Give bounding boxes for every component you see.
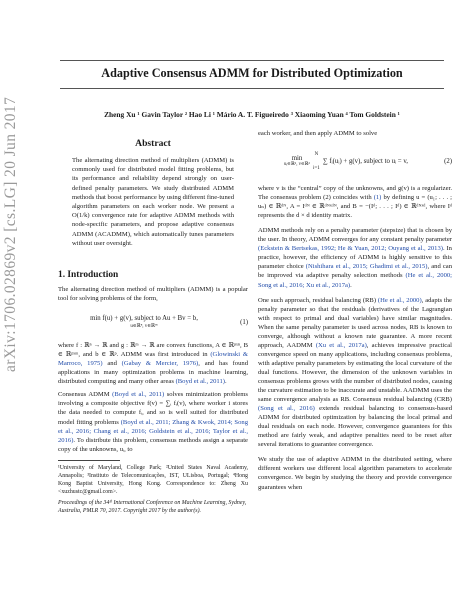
intro-p3-b: . To distribute this problem, consensus methods assign a separate copy of the unknowns, uᵢ, to xyxy=(58,436,248,453)
equation-1-number: (1) xyxy=(240,318,248,326)
right-paragraph-3 xyxy=(258,296,452,450)
citation-link[interactable]: (Eckstein & Bertsekas, 1992; He & Yuan, 2012; Ouyang et al., 2013) xyxy=(258,245,443,253)
equation-2-text: ∑ fᵢ(uᵢ) + g(v), subject to uᵢ = v, xyxy=(322,157,408,165)
equation-2-sum-limits xyxy=(313,152,320,171)
citation-link[interactable]: (Gabay & Mercier, 1976) xyxy=(121,360,199,368)
equation-1 xyxy=(58,309,248,335)
abstract-heading: Abstract xyxy=(135,138,171,149)
right-p3-d: extends residual balancing to consensus-based ADMM for distributed optimization by balancing the local primal and dual residuals on each node. However, convergence guarantees for this method are fairly weak, and adaptive penalties need to be reset after several iterations to guarantee convergence. xyxy=(258,405,452,449)
arxiv-stamp: arXiv:1706.02869v2 [cs.LG] 20 Jun 2017 xyxy=(2,96,19,372)
right-p2-a: ADMM methods rely on a penalty parameter (stepsize) that is chosen by the user. In theory, ADMM converges for any constant penalty parameter xyxy=(258,227,452,244)
equation-2-sum-bottom: i=1 xyxy=(313,165,320,171)
intro-p3-lead: Consensus ADMM xyxy=(58,391,113,399)
equation-2-expression xyxy=(258,152,434,171)
right-column xyxy=(258,129,452,496)
right-p3-c: , achieves impressive practical convergence speed on many applications, including consensus problems, with adaptive penalty parameters by estimating the local curvature of the dual functions. However, the dimension of the unknown variables in consensus problems grows with the number of distributed nodes, causing the curvature estimation to be inaccurate and unstable. AADMM uses the same convergence analysis as RB. Consensus residual balancing (CRB) xyxy=(258,341,452,404)
citation-link[interactable]: (Boyd et al., 2011; Zhang & Kwok, 2014; Song et al., 2016; Chang et al., 2016; Goldstein et al., 2016; Taylor et al., 2016) xyxy=(58,418,248,444)
equation-2 xyxy=(258,144,452,178)
right-paragraph-1 xyxy=(258,184,452,220)
right-p2-b: . In practice, however, the efficiency of ADMM is highly sensitive to this parameter choice xyxy=(258,245,452,271)
citation-link[interactable]: (Xu et al., 2017a) xyxy=(315,341,367,349)
equation-1-subscript: u∈ℝⁿ, v∈ℝᵐ xyxy=(130,324,158,330)
section-heading-introduction: 1. Introduction xyxy=(58,270,119,281)
title-rule-top xyxy=(60,60,444,61)
intro-p2-tail: , and has found applications in many optimization problems in machine learning, distributed computing and many other areas xyxy=(58,360,248,386)
right-p3-a: One such approach, residual balancing (RB) xyxy=(258,296,378,304)
author-list: Zheng Xu ¹ Gavin Taylor ² Hao Li ¹ Mário A. T. Figueiredo ³ Xiaoming Yuan ⁴ Tom Goldstein ¹ xyxy=(104,110,400,119)
right-paragraph-4: We study the use of adaptive ADMM in the distributed setting, where different workers use different local algorithm parameters to accelerate convergence. We begin by studying the theory and provide convergence guarantees when xyxy=(258,456,452,491)
right-paragraph-2 xyxy=(258,226,452,289)
right-p2-d: . xyxy=(350,281,352,289)
right-paragraph-0: each worker, and then apply ADMM to solve xyxy=(258,130,378,137)
intro-paragraph-1: The alternating direction method of multipliers (ADMM) is a popular tool for solving problems of the form, xyxy=(58,286,248,303)
abstract-body: The alternating direction method of multipliers (ADMM) is commonly used for distributed model fitting problems, but its performance and reliability depend strongly on user-defined penalty parameters. We study distributed ADMM methods that boost performance by using different fine-tuned algorithm parameters on each worker node. We present a O(1/k) convergence rate for adaptive ADMM methods with node-specific parameters, and propose adaptive consensus ADMM (ACADMM), which automatically tunes parameters without user oversight. xyxy=(72,157,234,247)
citation-link[interactable]: (Nishihara et al., 2015; Ghadimi et al., 2015) xyxy=(305,263,428,271)
citation-link[interactable]: (Boyd et al., 2011) xyxy=(112,391,165,399)
paper-title: Adaptive Consensus ADMM for Distributed Optimization xyxy=(101,66,403,80)
proceedings-note: Proceedings of the 34ᵗʰ International Conference on Machine Learning, Sydney, Australia, PMLR 70, 2017. Copyright 2017 by the author(s). xyxy=(58,500,247,515)
right-p3-b: , adapts the penalty parameter so that the residuals (derivatives of the Lagrangian with respect to primal and dual variables) have similar magnitudes. When the same penalty parameter is used across nodes, RB is known to converge, although without a known rate guarantee. A more recent approach, AADMM xyxy=(258,296,452,349)
equation-2-sum-top: N xyxy=(314,151,319,157)
intro-paragraph-3 xyxy=(58,390,248,453)
equation-2-min-text: min xyxy=(291,155,303,163)
intro-p2-text: where f : ℝⁿ → ℝ and g : ℝᵐ → ℝ are convex functions, A ∈ ℝᵖˣⁿ, B ∈ ℝᵖˣᵐ, and b ∈ ℝᵖ. ADMM was first introduced in xyxy=(58,342,248,359)
left-column xyxy=(58,138,248,515)
equation-reference-link[interactable]: (1) xyxy=(373,194,382,202)
citation-link[interactable]: (Boyd et al., 2011) xyxy=(175,378,225,386)
title-rule-bottom xyxy=(60,88,444,89)
right-p2-c: , and can be improved via adaptive penalty selection methods xyxy=(258,263,452,280)
equation-2-min xyxy=(284,155,310,167)
equation-1-text: min f(u) + g(v), subject to Au + Bv = b, xyxy=(90,315,198,323)
citation-link[interactable]: (He et al., 2000; Song et al., 2016; Xu et al., 2017a) xyxy=(258,272,452,289)
intro-p2-mid: and xyxy=(102,360,122,368)
citation-link[interactable]: (Glowinski & Marroco, 1975) xyxy=(58,351,248,368)
citation-link[interactable]: (He et al., 2000) xyxy=(377,296,422,304)
footnote-rule xyxy=(58,460,120,461)
equation-2-min-subscript: uᵢ∈ℝᵈ, v∈ℝᵈ xyxy=(283,162,311,168)
citation-link[interactable]: (Song et al., 2016) xyxy=(258,405,315,413)
right-p1-a: where v is the “central” copy of the unknowns, and g(v) is a regularizer. The consensus problem (2) coincides with xyxy=(258,185,452,202)
intro-p3-a: solves minimization problems involving a composite objective f(v) = ∑ᵢ fᵢ(v), where worker i stores the data needed to compute fᵢ, and so is well suited for distributed model fitting problems xyxy=(58,391,248,426)
equation-1-expression xyxy=(58,315,230,329)
equation-2-number: (2) xyxy=(444,157,452,165)
right-p1-b: by defining u = (u₁; . . . ; uₙ) ∈ ℝᵈᴺ, A = Iᵈᴺ ∈ ℝᵈᴺˣᵈᴺ, and B = −(Iᵈ; . . . ; Iᵈ) ∈ ℝᵈᴺˣᵈ, where Iᵈ represents the d × d identity matrix. xyxy=(258,194,452,220)
intro-p2-end: . xyxy=(224,378,227,386)
intro-paragraph-2 xyxy=(58,341,248,386)
affiliation-footnote: ¹University of Maryland, College Park; ²United States Naval Academy, Annapolis; ³Instituto de Telecomunicações, IST, ULisboa, Portugal; ⁴Hong Kong Baptist University, Hong Kong. Correspondence to: Zheng Xu <xuzhustc@gmail.com>. xyxy=(58,464,248,495)
